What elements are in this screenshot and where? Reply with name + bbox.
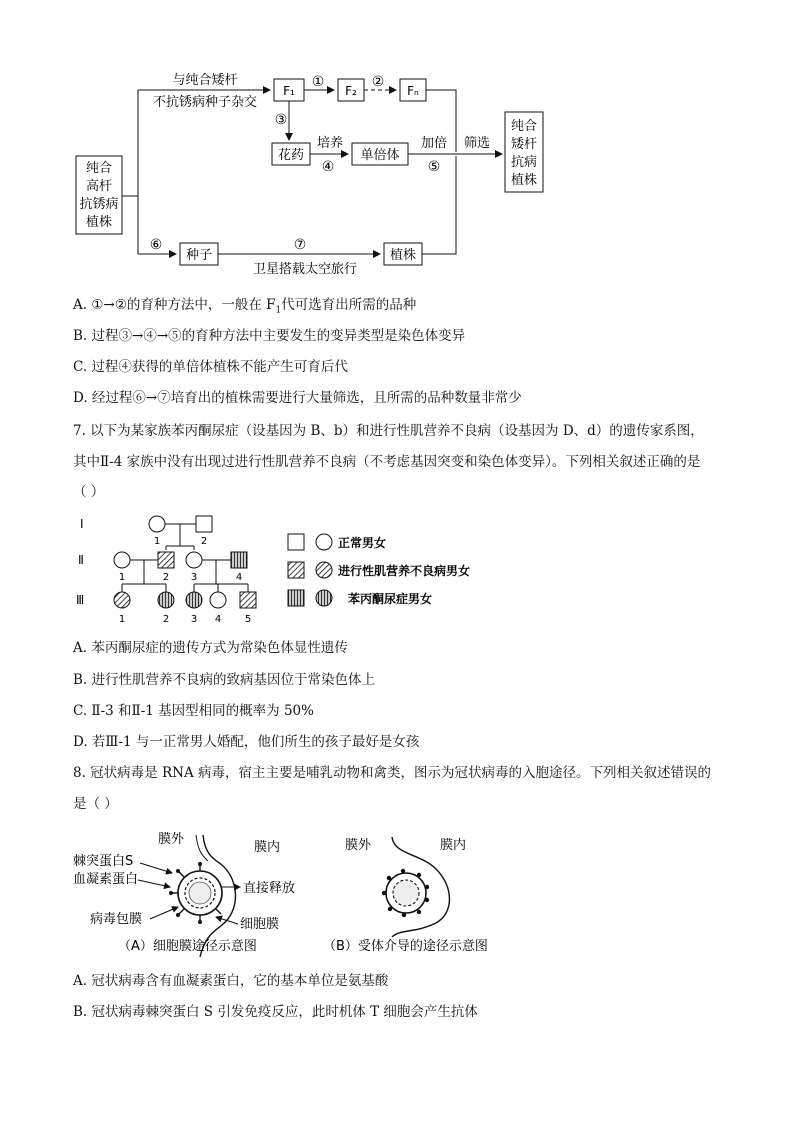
cellmem-label: 细胞膜 (240, 917, 280, 932)
gen-1-label: Ⅰ (80, 517, 84, 531)
q8-option-b: B. 冠状病毒棘突蛋白 S 引发免疫反应，此时机体 T 细胞会产生抗体 (73, 1004, 478, 1020)
step-2: ② (371, 74, 385, 90)
parent-line-4: 植株 (85, 215, 113, 230)
q8-stem-1: 8. 冠状病毒是 RNA 病毒，宿主主要是哺乳动物和禽类，图示为冠状病毒的入胞途径。下列相关叙述错误的 (73, 765, 711, 781)
i-1-female (149, 516, 165, 532)
legend-normal-female (316, 534, 332, 550)
iii-3-female-pku (186, 592, 202, 608)
spike-label: 棘突蛋白S (73, 854, 134, 869)
ii-3-female (186, 552, 202, 568)
ii-1-num: 1 (118, 572, 126, 583)
iii-5-male-dmd (240, 592, 256, 608)
q6-option-d: D. 经过程⑥→⑦培育出的植株需要进行大量筛选，且所需的品种数量非常少 (73, 390, 522, 406)
iii-1-num: 1 (118, 614, 126, 625)
i-2-male (196, 516, 212, 532)
legend-pku-label: 苯丙酮尿症男女 (348, 592, 433, 606)
ii-4-num: 4 (235, 572, 243, 583)
q7-stem-3: （ ） (73, 484, 105, 500)
space-label: 卫星搭载太空旅行 (252, 262, 358, 277)
q7-stem-1: 7. 以下为某家族苯丙酮尿症（设基因为 B、b）和进行性肌营养不良病（设基因为 D、d）的遗传家系图， (73, 423, 704, 439)
step-4: ④ (321, 159, 335, 175)
gen-2-label: Ⅱ (78, 553, 84, 567)
q6-option-c: C. 过程④获得的单倍体植株不能产生可育后代 (73, 359, 348, 375)
target-line-1: 纯合 (510, 119, 538, 134)
haploid-label: 单倍体 (360, 148, 400, 163)
panel-a-outside: 膜外 (158, 832, 185, 847)
release-label: 直接释放 (243, 881, 296, 896)
ii-1-female (114, 552, 130, 568)
step-5: ⑤ (427, 159, 441, 175)
anther-label: 花药 (277, 148, 305, 163)
target-line-3: 抗病 (510, 155, 538, 170)
q8-option-a: A. 冠状病毒含有血凝素蛋白，它的基本单位是氨基酸 (73, 973, 389, 989)
iii-5-num: 5 (244, 614, 252, 625)
panel-b-outside: 膜外 (345, 838, 372, 853)
legend-dmd-male (288, 562, 304, 578)
ii-3-num: 3 (190, 572, 198, 583)
q6-option-b: B. 过程③→④→⑤的育种方法中主要发生的变异类型是染色体变异 (73, 328, 466, 344)
virus-entry-figure (0, 825, 794, 965)
panel-b-inside: 膜内 (440, 838, 467, 853)
seed-label: 种子 (185, 248, 213, 263)
q7-option-a: A. 苯丙酮尿症的遗传方式为常染色体显性遗传 (73, 640, 348, 656)
step-7: ⑦ (293, 237, 307, 253)
legend-dmd-label: 进行性肌营养不良病男女 (338, 564, 471, 578)
q6-option-a-tail: 代可选育出所需的品种 (281, 297, 417, 313)
iii-3-num: 3 (190, 614, 198, 625)
legend-dmd-female (316, 562, 332, 578)
parent-line-2: 高杆 (85, 179, 113, 194)
i-1-num: 1 (153, 536, 161, 547)
q7-stem-2: 其中Ⅱ-4 家族中没有出现过进行性肌营养不良病（不考虑基因突变和染色体变异）。下列相关叙述正确的是 (73, 454, 701, 470)
target-line-4: 植株 (510, 173, 538, 188)
cross-label-bottom: 不抗锈病种子杂交 (152, 95, 258, 110)
f2-label: F₂ (345, 84, 357, 98)
iii-2-num: 2 (162, 614, 170, 625)
q6-option-a-text: A. ①→②的育种方法中，一般在 F (73, 297, 276, 313)
legend-normal-label: 正常男女 (338, 536, 387, 550)
iii-2-female-pku (158, 592, 174, 608)
f1-label: F₁ (283, 84, 295, 98)
iii-1-female-dmd (114, 592, 130, 608)
iii-4-female (210, 592, 226, 608)
step-3: ③ (274, 112, 288, 128)
q6-option-a (73, 296, 416, 320)
legend-pku-female (316, 590, 332, 606)
envelope-label: 病毒包膜 (90, 912, 143, 927)
ii-2-male-dmd (158, 552, 174, 568)
culture-label: 培养 (316, 136, 344, 151)
step-1: ① (311, 74, 325, 90)
q7-option-b: B. 进行性肌营养不良病的致病基因位于常染色体上 (73, 672, 376, 688)
breeding-diagram (0, 0, 794, 290)
parent-line-1: 纯合 (85, 161, 113, 176)
hemag-label: 血凝素蛋白 (73, 872, 139, 887)
ii-4-male-pku (231, 552, 247, 568)
panel-b-virus (382, 869, 429, 917)
panel-a-virus (169, 862, 222, 924)
double-label: 加倍 (420, 136, 448, 151)
fn-label: Fₙ (407, 84, 419, 98)
q7-option-d: D. 若Ⅲ-1 与一正常男人婚配，他们所生的孩子最好是女孩 (73, 734, 420, 750)
pedigree-chart (0, 508, 794, 628)
panel-a-inside: 膜内 (254, 840, 281, 855)
plant-label: 植株 (389, 248, 417, 263)
parent-line-3: 抗锈病 (79, 197, 119, 212)
cross-label-top: 与纯合矮杆 (172, 73, 238, 88)
legend-normal-male (288, 534, 304, 550)
caption-b: （B）受体介导的途径示意图 (323, 939, 488, 954)
q8-stem-2: 是（ ） (73, 796, 118, 812)
gen-3-label: Ⅲ (76, 593, 85, 607)
iii-4-num: 4 (214, 614, 222, 625)
i-2-num: 2 (200, 536, 208, 547)
q6-option-a-sub: 1 (275, 305, 282, 316)
caption-a: （A）细胞膜途径示意图 (118, 939, 257, 954)
q7-option-c: C. Ⅱ-3 和Ⅱ-1 基因型相同的概率为 50% (73, 703, 314, 719)
select-label: 筛选 (463, 136, 491, 151)
step-6: ⑥ (149, 237, 163, 253)
target-line-2: 矮杆 (510, 137, 538, 152)
legend-pku-male (288, 590, 304, 606)
ii-2-num: 2 (162, 572, 170, 583)
